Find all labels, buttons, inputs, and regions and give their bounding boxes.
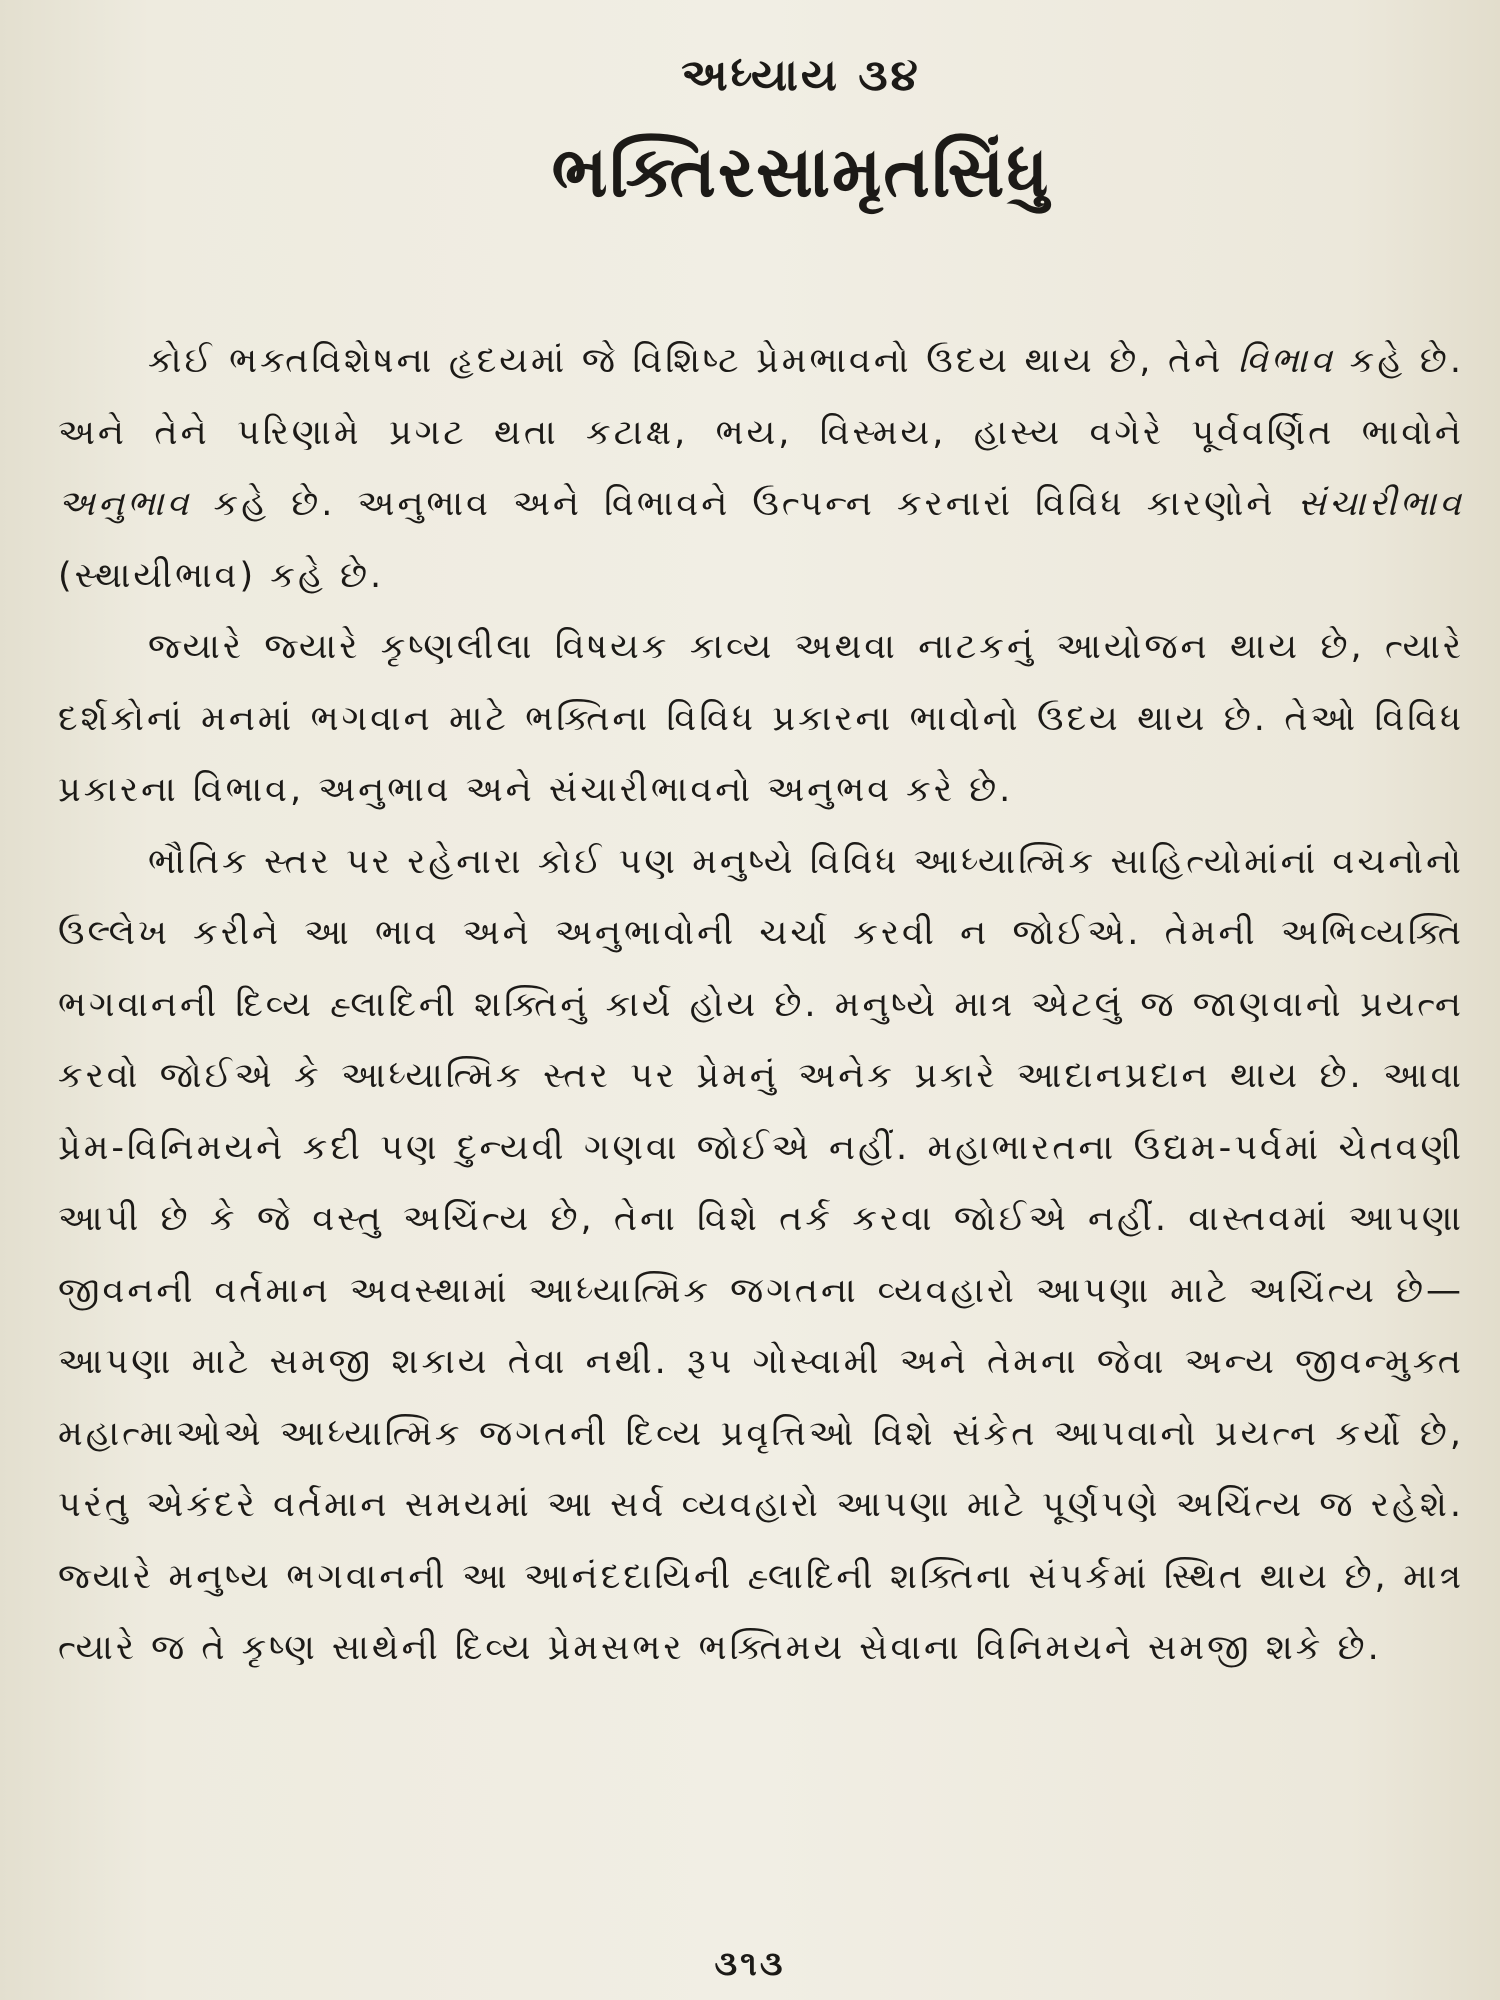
- paragraph-1-run: કોઈ ભક્તવિશેષના હૃદયમાં જે વિશિષ્ટ પ્રેમભાવનો ઉદય થાય છે, તેને: [148, 341, 1238, 381]
- paragraph-1: [58, 326, 1464, 612]
- paragraph-1-run: કહે છે. અને તેને પરિણામે પ્રગટ થતા કટાક્ષ, ભય, વિસ્મય, હાસ્ય વગેરે પૂર્વવર્ણિત ભાવોને: [58, 341, 1464, 453]
- chapter-title: ભક્તિરસામૃતસિંધુ: [551, 131, 1051, 213]
- paragraph-1-run: કહે છે. અનુભાવ અને વિભાવને ઉત્પન્ન કરનારાં વિવિધ કારણોને: [191, 484, 1298, 524]
- term-sancharibhava: સંચારીભાવ: [1297, 484, 1464, 524]
- chapter-number: અધ્યાય ૩૪: [681, 50, 921, 101]
- term-vibhava: વિભાવ: [1237, 341, 1336, 381]
- paragraph-1-run: (સ્થાયીભાવ) કહે છે.: [58, 555, 385, 596]
- body-text: [58, 326, 1464, 1685]
- paragraph-3: ભૌતિક સ્તર પર રહેનારા કોઈ પણ મનુષ્યે વિવિધ આધ્યાત્મિક સાહિત્યોમાંનાં વચનોનો ઉલ્લેખ કરીને આ ભાવ અને અનુભાવોની ચર્ચા કરવી ન જોઈએ. તેમની અભિવ્યક્તિ ભગવાનની દિવ્ય હ્લાદિની શક્તિનું કાર્ય હોય છે. મનુષ્યે માત્ર એટલું જ જાણવાનો પ્રયત્ન કરવો જોઈએ કે આધ્યાત્મિક સ્તર પર પ્રેમનું અનેક પ્રકારે આદાનપ્રદાન થાય છે. આવા પ્રેમ-વિનિમયને કદી પણ દુન્યવી ગણવા જોઈએ નહીં. મહાભારતના ઉદ્યમ-પર્વમાં ચેતવણી આપી છે કે જે વસ્તુ અચિંત્ય છે, તેના વિશે તર્ક કરવા જોઈએ નહીં. વાસ્તવમાં આપણા જીવનની વર્તમાન અવસ્થામાં આધ્યાત્મિક જગતના વ્યવહારો આપણા માટે અચિંત્ય છે—આપણા માટે સમજી શકાય તેવા નથી. રૂપ ગોસ્વામી અને તેમના જેવા અન્ય જીવન્મુક્ત મહાત્માઓએ આધ્યાત્મિક જગતની દિવ્ય પ્રવૃત્તિઓ વિશે સંકેત આપવાનો પ્રયત્ન કર્યો છે, પરંતુ એકંદરે વર્તમાન સમયમાં આ સર્વ વ્યવહારો આપણા માટે પૂર્ણપણે અચિંત્ય જ રહેશે. જ્યારે મનુષ્ય ભગવાનની આ આનંદદાયિની હ્લાદિની શક્તિના સંપર્કમાં સ્થિત થાય છે, માત્ર ત્યારે જ તે કૃષ્ણ સાથેની દિવ્ય પ્રેમસભર ભક્તિમય સેવાના વિનિમયને સમજી શકે છે.: [58, 841, 1464, 1668]
- term-anubhava: અનુભાવ: [58, 484, 192, 524]
- paragraph-2: જ્યારે જ્યારે કૃષ્ણલીલા વિષયક કાવ્ય અથવા નાટકનું આયોજન થાય છે, ત્યારે દર્શકોનાં મનમાં ભગવાન માટે ભક્તિના વિવિધ પ્રકારના ભાવોનો ઉદય થાય છે. તેઓ વિવિધ પ્રકારના વિભાવ, અનુભાવ અને સંચારીભાવનો અનુભવ કરે છે.: [58, 627, 1464, 810]
- page-number: ૩૧૩: [714, 1944, 786, 1984]
